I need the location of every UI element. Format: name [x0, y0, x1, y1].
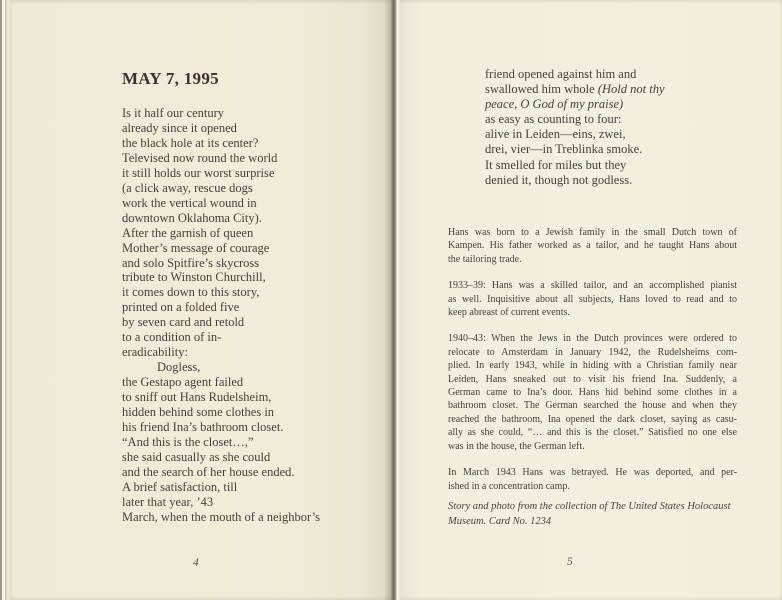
poem-line: It smelled for miles but they	[485, 157, 627, 172]
page-edge-strips	[0, 0, 10, 600]
poem-italic-segment: (Hold not thy	[597, 82, 665, 97]
poem-line: Mother’s message of courage	[122, 240, 270, 255]
poem-text-segment: swallowed him whole	[485, 82, 598, 97]
prose-line: keep abreast of current events.	[448, 307, 570, 319]
poem-line: denied it, though not godless.	[485, 172, 633, 187]
prose-line: ally as she could, “… and this is the closet.” Satisfied no one else	[448, 427, 737, 439]
poem-line: work the vertical wound in	[122, 195, 257, 210]
poem-line	[122, 360, 320, 375]
poem-line: by seven card and retold	[122, 315, 245, 330]
prose-line: Kampen. His father worked as a tailor, and he taught Hans about	[448, 240, 737, 252]
poem-line: After the garnish of queen	[122, 225, 254, 240]
poem-line: alive in Leiden—eins, zwei,	[485, 127, 626, 142]
poem-line: hidden behind some clothes in	[122, 405, 275, 420]
poem-line: the Gestapo agent failed	[122, 375, 244, 390]
poem-line: eradicability:	[122, 345, 188, 360]
poem-line: the black hole at its center?	[122, 135, 259, 150]
poem-line: friend opened against him and	[485, 67, 637, 81]
poem-line: later that year, ’43	[122, 494, 214, 509]
prose-line: 1933–39: Hans was a skilled tailor, and an accomplished pianist	[448, 280, 737, 292]
poem-line: Televised now round the world	[122, 150, 278, 165]
poem-title: MAY 7, 1995	[122, 69, 219, 88]
poem-line: (a click away, rescue dogs	[122, 180, 253, 195]
poem-text-segment: Dogless,	[157, 360, 201, 375]
poem-line	[485, 97, 665, 112]
poem-line: March, when the mouth of a neighbor’s	[122, 509, 320, 524]
prose-line: Hans was born to a Jewish family in the small Dutch town of	[448, 227, 737, 238]
left-page	[10, 0, 392, 600]
poem-line: and the search of her house ended.	[122, 464, 295, 479]
page-number-right: 5	[567, 556, 573, 568]
poem-line: his friend Ina’s bathroom closet.	[122, 420, 284, 435]
poem-line: tribute to Winston Churchill,	[122, 270, 266, 285]
poem-line: downtown Oklahoma City).	[122, 210, 262, 225]
poem-italic-segment: peace, O God of my praise)	[485, 97, 624, 112]
prose-line: ished in a concentration camp.	[448, 480, 570, 492]
prose-line: reached the bathroom, Ina opened the dark closet, saying as casu-	[448, 413, 737, 425]
poem-line: it comes down to this story,	[122, 285, 260, 300]
poem-line: as easy as counting to four:	[485, 112, 622, 127]
right-page	[399, 0, 782, 600]
prose-line: Leiden, Hans sneaked out to visit his friend Ina. Suddenly, a	[448, 373, 737, 385]
credit-line: Story and photo from the collection of The United States Holocaust	[448, 501, 731, 512]
prose-line: In March 1943 Hans was betrayed. He was deported, and per-	[448, 467, 737, 479]
book-gutter-shadow	[384, 0, 401, 600]
prose-paragraph	[448, 332, 737, 453]
prose-line: German came to Ina’s door. Hans hid behind some clothes in a	[448, 387, 737, 399]
poem-line: Is it half our century	[122, 106, 225, 120]
prose-paragraph	[448, 279, 737, 319]
prose-line: was in the house, the German left.	[448, 440, 585, 452]
poem-line: printed on a folded five	[122, 300, 240, 315]
credit-note	[448, 500, 737, 529]
poem-line: to a condition of in-	[122, 330, 222, 345]
poem-line: she said casually as she could	[122, 449, 271, 464]
prose-line: bathroom closet. The German searched the house and when they	[448, 400, 737, 412]
credit-line: Museum. Card No. 1234	[448, 515, 552, 527]
biography-prose	[448, 226, 737, 506]
prose-line: as well. Inquisitive about all subjects, Hans loved to read and to	[448, 293, 737, 305]
poem-line	[485, 82, 665, 97]
poem-line: and solo Spitfire’s skycross	[122, 255, 260, 270]
prose-paragraph	[448, 226, 737, 266]
prose-line: plied. In early 1943, while in hiding with a Christian family near	[448, 360, 737, 372]
poem-line: drei, vier—in Treblinka smoke.	[485, 142, 643, 157]
prose-line: 1940–43: When the Jews in the Dutch provinces were ordered to	[448, 333, 737, 345]
poem-line: already since it opened	[122, 120, 237, 135]
page-number-left: 4	[193, 557, 199, 569]
poem-line: A brief satisfaction, till	[122, 479, 238, 494]
prose-paragraph	[448, 466, 737, 493]
poem-right-column	[485, 67, 665, 188]
prose-line: the tailoring trade.	[448, 253, 522, 265]
poem-line: “And this is the closet…,”	[122, 434, 254, 449]
prose-line: relocate to Amsterdam in January 1942, the Rudelsheims com-	[448, 346, 737, 358]
poem-left-column	[122, 106, 320, 525]
poem-line: it still holds our worst surprise	[122, 165, 275, 180]
poem-line: to sniff out Hans Rudelsheim,	[122, 390, 272, 405]
